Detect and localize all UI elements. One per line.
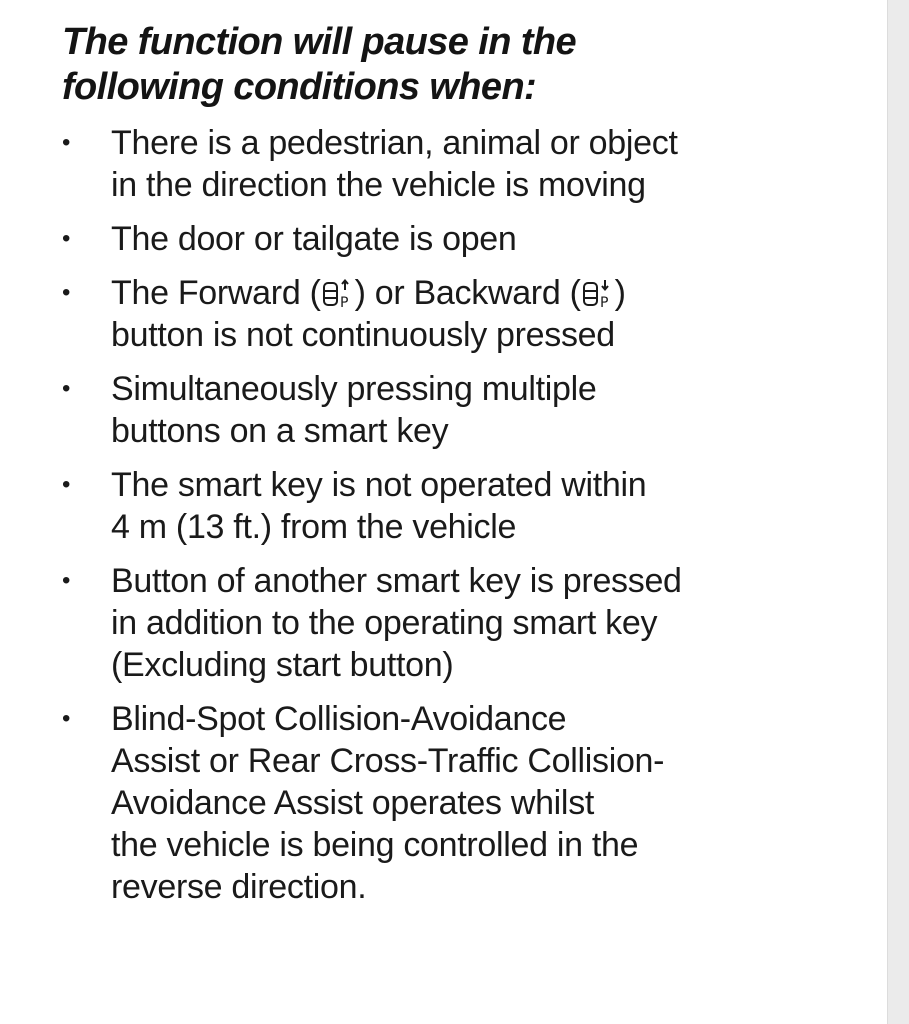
item-line: (Excluding start button) — [111, 646, 454, 684]
bullet-icon: • — [62, 279, 71, 306]
item-line: button is not continuously pressed — [111, 316, 615, 354]
item-text: ) or Backward ( — [354, 274, 581, 312]
item-line: There is a pedestrian, animal or object — [111, 124, 678, 162]
bullet-icon: • — [62, 129, 71, 156]
remote-forward-icon — [321, 279, 355, 309]
list-item — [0, 560, 887, 686]
list-item — [0, 368, 887, 452]
item-line: buttons on a smart key — [111, 412, 449, 450]
bullet-icon: • — [62, 705, 71, 732]
item-text: The Forward ( — [111, 274, 321, 312]
conditions-list — [0, 122, 887, 920]
item-line: Button of another smart key is pressed — [111, 562, 682, 600]
item-line: in the direction the vehicle is moving — [111, 166, 646, 204]
item-line: in addition to the operating smart key — [111, 604, 658, 642]
svg-text:P: P — [599, 295, 608, 309]
item-line: Avoidance Assist operates whilst — [111, 784, 595, 822]
list-item — [0, 218, 887, 260]
list-item — [0, 698, 887, 908]
heading-line-1: The function will pause in the — [62, 21, 577, 63]
svg-text:P: P — [339, 295, 348, 309]
bullet-icon: • — [62, 567, 71, 594]
item-line: the vehicle is being controlled in the — [111, 826, 639, 864]
section-heading — [62, 20, 782, 110]
item-line: Blind-Spot Collision-Avoidance — [111, 700, 567, 738]
list-item — [0, 272, 887, 356]
heading-line-2: following conditions when: — [62, 66, 537, 108]
item-text: ) — [614, 274, 626, 312]
item-line: reverse direction. — [111, 868, 367, 906]
item-line: The door or tailgate is open — [111, 220, 517, 258]
item-line: 4 m (13 ft.) from the vehicle — [111, 508, 517, 546]
item-line: Simultaneously pressing multiple — [111, 370, 597, 408]
page-edge-strip — [887, 0, 909, 1024]
list-item — [0, 122, 887, 206]
item-line — [111, 272, 887, 314]
item-line: Assist or Rear Cross-Traffic Collision- — [111, 742, 665, 780]
bullet-icon: • — [62, 375, 71, 402]
bullet-icon: • — [62, 471, 71, 498]
item-line: The smart key is not operated within — [111, 466, 647, 504]
list-item — [0, 464, 887, 548]
remote-backward-icon — [581, 279, 615, 309]
bullet-icon: • — [62, 225, 71, 252]
